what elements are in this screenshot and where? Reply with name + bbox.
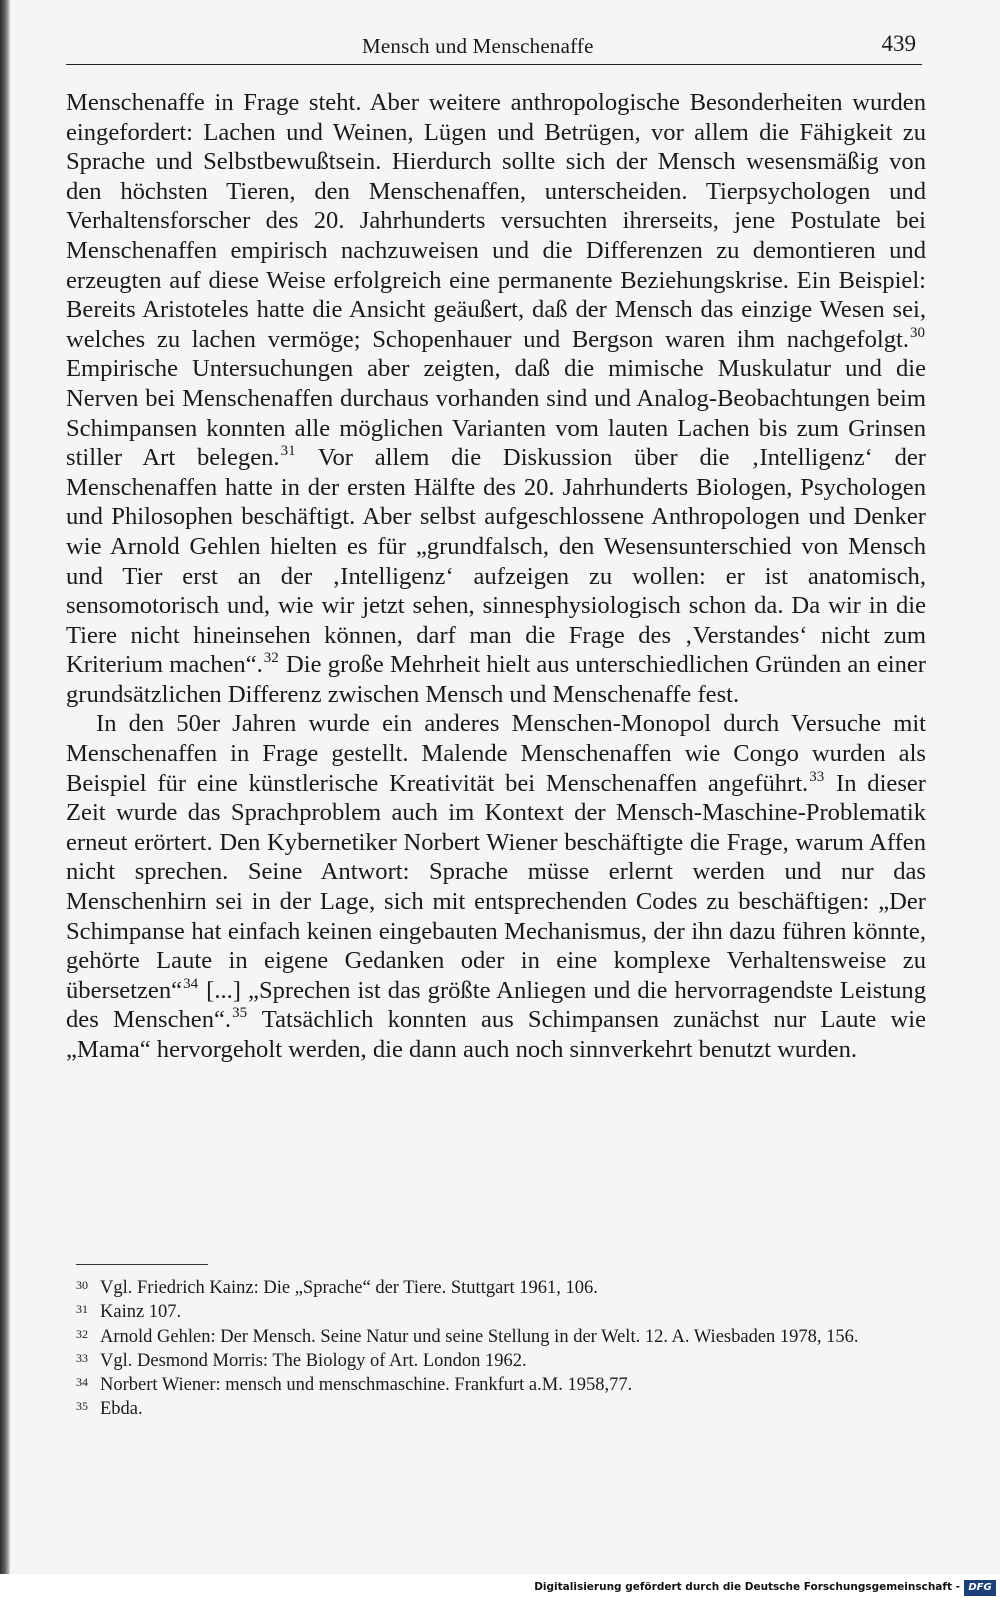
footnote-text: Vgl. Desmond Morris: The Biology of Art. London 1962. bbox=[100, 1350, 527, 1371]
text-segment: Die große Mehrheit hielt aus unterschiedlichen Gründen an einer grundsätzlichen Differenz zwischen Mensch und Menschenaffe fest. bbox=[66, 651, 926, 708]
book-spine-shadow bbox=[0, 0, 10, 1600]
text-segment: Menschenaffe in Frage steht. Aber weitere anthropologische Besonderheiten wurden eingefordert: Lachen und Weinen, Lügen und Betrügen, vor allem die Fähigkeit zu Sprache und Selbstbewußtsein. Hierdurch sollte sich der Mensch wesensmäßig von den höchsten Tieren, den Menschenaffen, unterscheiden. Tierpsychologen und Verhaltensforscher des 20. Jahrhunderts versuchten ihrerseits, jene Postulate bei Menschenaffen empirisch nachzuweisen und die Differenzen zu demontieren und erzeugten auf diese Weise erfolgreich eine permanente Beziehungskrise. Ein Beispiel: Bereits Aristoteles hatte die Ansicht geäußert, daß der Mensch das einzige Wesen sei, welches zu lachen vermöge; Schopenhauer und Bergson waren ihm nachgefolgt. bbox=[66, 89, 926, 353]
footnote-text: Norbert Wiener: mensch und menschmaschine. Frankfurt a.M. 1958,77. bbox=[100, 1375, 633, 1396]
footnote-item bbox=[76, 1325, 922, 1349]
paragraph-1 bbox=[66, 88, 926, 709]
footnote-item bbox=[76, 1397, 922, 1421]
footnote-number: 35 bbox=[76, 1399, 88, 1414]
footnotes bbox=[76, 1276, 922, 1422]
book-page bbox=[10, 0, 1000, 1574]
footnote-number: 33 bbox=[76, 1350, 88, 1365]
text-segment: [...] „Sprechen ist das größte Anliegen und die hervorragendste Leistung des Menschen“. bbox=[66, 976, 926, 1034]
dfg-logo: DFG bbox=[964, 1580, 996, 1596]
footnote-text: Ebda. bbox=[100, 1399, 143, 1420]
page-number: 439 bbox=[881, 31, 916, 56]
footnote-number: 34 bbox=[76, 1375, 88, 1390]
footnote-ref-33[interactable]: 33 bbox=[809, 768, 825, 785]
body-text bbox=[66, 88, 926, 1065]
footnote-ref-34[interactable]: 34 bbox=[183, 975, 199, 992]
footnote-text: Arnold Gehlen: Der Mensch. Seine Natur und seine Stellung in der Welt. 12. A. Wiesbaden 1978, 156. bbox=[100, 1326, 859, 1347]
footnote-item bbox=[76, 1300, 922, 1324]
footnote-ref-32[interactable]: 32 bbox=[263, 650, 279, 667]
footnote-item bbox=[76, 1276, 922, 1300]
text-segment: Vor allem die Diskussion über die ‚Intelligenz‘ der Menschenaffen hatte in der ersten Hälfte des 20. Jahrhunderts Biologen, Psychologen und Philosophen beschäftigt. Aber selbst aufgeschlossene Anthropologen und Denker wie Arnold Gehlen hielten es für „grundfalsch, den Wesensunterschied von Mensch und Tier erst an der ‚Intelligenz‘ aufzeigen zu wollen: er ist anatomisch, sensomotorisch und, wie wir jetzt sehen, sinnesphysiologisch schon da. Da wir in die Tiere nicht hineinsehen können, darf man die Frage des ‚Verstandes‘ nicht zum Kriterium machen“. bbox=[66, 444, 926, 679]
text-segment: In den 50er Jahren wurde ein anderes Menschen-Monopol durch Versuche mit Menschenaffen in Frage gestellt. Malende Menschenaffen wie Congo wurden als Beispiel für eine künstlerische Kreativität bei Menschenaffen angeführt. bbox=[66, 710, 926, 797]
footnote-ref-35[interactable]: 35 bbox=[232, 1005, 248, 1022]
running-head bbox=[66, 30, 922, 65]
footnote-item bbox=[76, 1349, 922, 1373]
footnote-text: Kainz 107. bbox=[100, 1302, 182, 1323]
digitization-credit-bar bbox=[0, 1574, 1000, 1600]
footnote-number: 31 bbox=[76, 1302, 88, 1317]
footnote-item bbox=[76, 1373, 922, 1397]
text-segment: In dieser Zeit wurde das Sprachproblem auch im Kontext der Mensch-Maschine-Problematik erneut erörtert. Den Kybernetiker Norbert Wiener beschäftigte die Frage, warum Affen nicht sprechen. Seine Antwort: Sprache müsse erlernt werden und nur das Menschenhirn sei in der Lage, sich mit entsprechenden Codes zu beschäftigen: „Der Schimpanse hat einfach keinen eingebauten Mechanismus, der ihn dazu führen könnte, gehörte Laute in eigene Gedanken oder in eine komplexe Verhaltensweise zu übersetzen“ bbox=[66, 769, 926, 1004]
footnote-number: 32 bbox=[76, 1326, 88, 1341]
footnote-number: 30 bbox=[76, 1278, 88, 1292]
paragraph-2 bbox=[66, 709, 926, 1064]
text-segment: Tatsächlich konnten aus Schimpansen zunächst nur Laute wie „Mama“ hervorgeholt werden, die dann auch noch sinnverkehrt benutzt wurden. bbox=[66, 1006, 927, 1063]
footnote-divider bbox=[76, 1264, 208, 1265]
digitization-credit: Digitalisierung gefördert durch die Deutsche Forschungsgemeinschaft - bbox=[534, 1581, 960, 1593]
running-title: Mensch und Menschenaffe bbox=[362, 34, 594, 58]
text-segment: Empirische Untersuchungen aber zeigten, daß die mimische Muskulatur und die Nerven bei Menschenaffen durchaus vorhanden sind und Analog-Beobachtungen beim Schimpansen konnten alle möglichen Varianten vom lauten Lachen bis zum Grinsen stiller Art belegen. bbox=[66, 355, 926, 472]
footnote-ref-30[interactable]: 30 bbox=[910, 324, 925, 341]
footnote-text: Vgl. Friedrich Kainz: Die „Sprache“ der Tiere. Stuttgart 1961, 106. bbox=[100, 1278, 598, 1298]
footnote-ref-31[interactable]: 31 bbox=[280, 443, 296, 460]
